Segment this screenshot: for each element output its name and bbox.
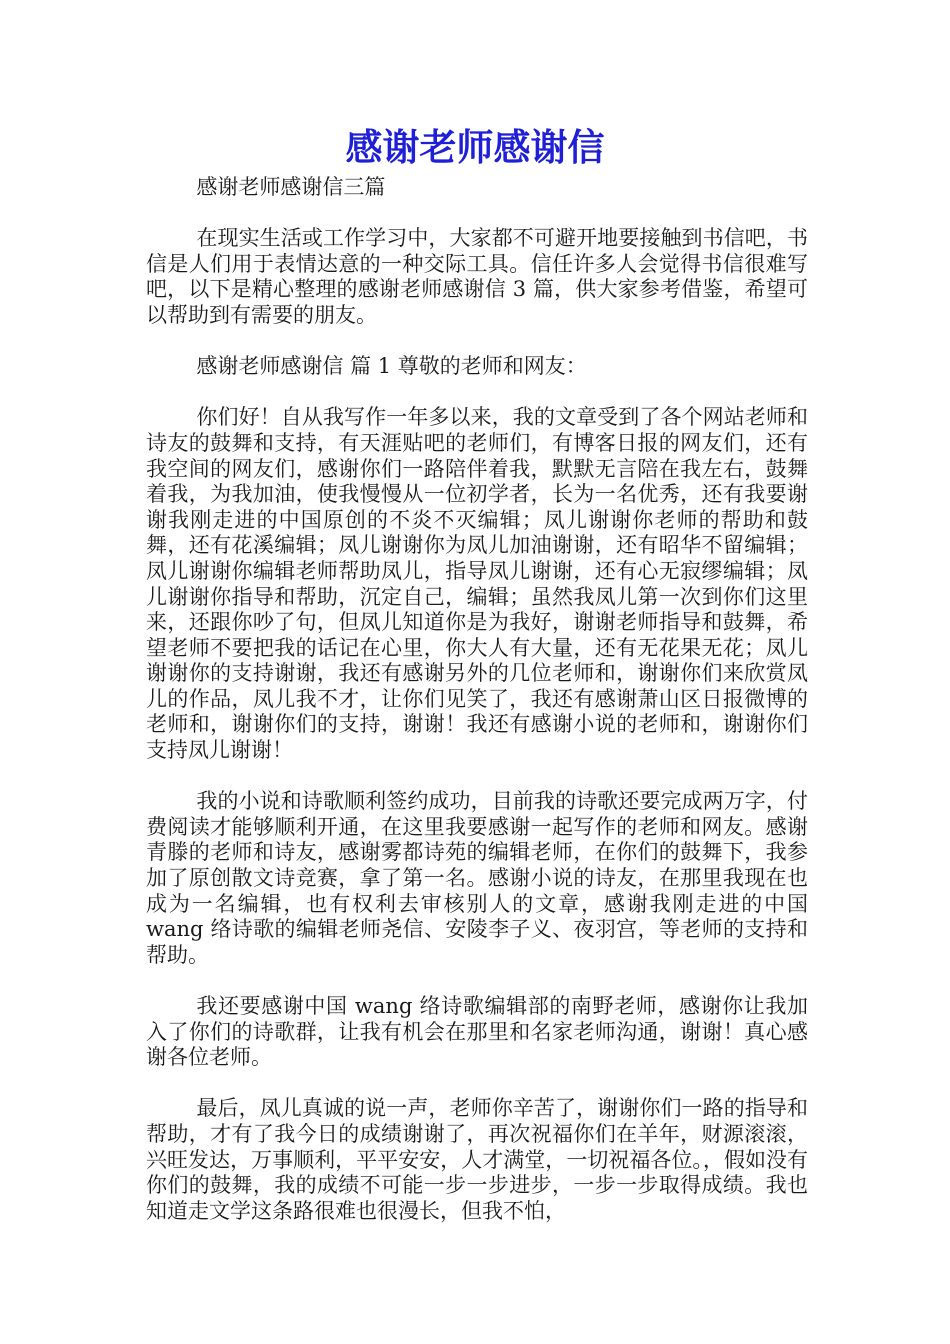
paragraph-intro: 在现实生活或工作学习中，大家都不可避开地要接触到书信吧，书信是人们用于表情达意的一种交际工具。信任许多人会觉得书信很难写吧，以下是精心整理的感谢老师感谢信 3 篇，供大家参考借鉴，希望可以帮助到有需要的朋友。 <box>146 226 808 327</box>
paragraph-closing: 最后，凤儿真诚的说一声，老师你辛苦了，谢谢你们一路的指导和帮助，才有了我今日的成绩谢谢了，再次祝福你们在羊年，财源滚滚，兴旺发达，万事顺利，平平安安，人才满堂，一切祝福各位。，假如没有你们的鼓舞，我的成绩不可能一步一步进步，一步一步取得成绩。我也知道走文学这条路很难也很漫长，但我不怕， <box>146 1096 808 1223</box>
document-body <box>146 175 808 1250</box>
paragraph-greeting-thanks: 你们好！自从我写作一年多以来，我的文章受到了各个网站老师和诗友的鼓舞和支持，有天涯贴吧的老师们，有博客日报的网友们，还有我空间的网友们，感谢你们一路陪伴着我，默默无言陪在我左右，鼓舞着我，为我加油，使我慢慢从一位初学者，长为一名优秀，还有我要谢谢我刚走进的中国原创的不炎不灭编辑；凤儿谢谢你老师的帮助和鼓舞，还有花溪编辑；凤儿谢谢你为凤儿加油谢谢，还有昭华不留编辑；凤儿谢谢你编辑老师帮助凤儿，指导凤儿谢谢，还有心无寂缪编辑；凤儿谢谢你指导和帮助，沉定自己，编辑；虽然我凤儿第一次到你们这里来，还跟你吵了句，但凤儿知道你是为我好，谢谢老师指导和鼓舞，希望老师不要把我的话记在心里，你大人有大量，还有无花果无花；凤儿谢谢你的支持谢谢，我还有感谢另外的几位老师和，谢谢你们来欣赏凤儿的作品，凤儿我不才，让你们见笑了，我还有感谢萧山区日报微博的老师和，谢谢你们的支持，谢谢！我还有感谢小说的老师和，谢谢你们支持凤儿谢谢！ <box>146 405 808 763</box>
paragraph-contract-success: 我的小说和诗歌顺利签约成功，目前我的诗歌还要完成两万字，付费阅读才能够顺利开通，在这里我要感谢一起写作的老师和网友。感谢青滕的老师和诗友，感谢雾都诗苑的编辑老师，在你们的鼓舞下，我参加了原创散文诗竞赛，拿了第一名。感谢小说的诗友，在那里我现在也成为一名编辑，也有权利去审核别人的文章，感谢我刚走进的中国 wang 络诗歌的编辑老师尧信、安陵李子义、夜羽宫，等老师的支持和帮助。 <box>146 789 808 967</box>
document-title: 感谢老师感谢信 <box>345 125 605 169</box>
document-subtitle: 感谢老师感谢信三篇 <box>196 175 386 199</box>
paragraph-letter-heading: 感谢老师感谢信 篇 1 尊敬的老师和网友： <box>196 354 587 379</box>
paragraph-editorial-thanks: 我还要感谢中国 wang 络诗歌编辑部的南野老师，感谢你让我加入了你们的诗歌群，让我有机会在那里和名家老师沟通，谢谢！真心感谢各位老师。 <box>146 994 808 1070</box>
